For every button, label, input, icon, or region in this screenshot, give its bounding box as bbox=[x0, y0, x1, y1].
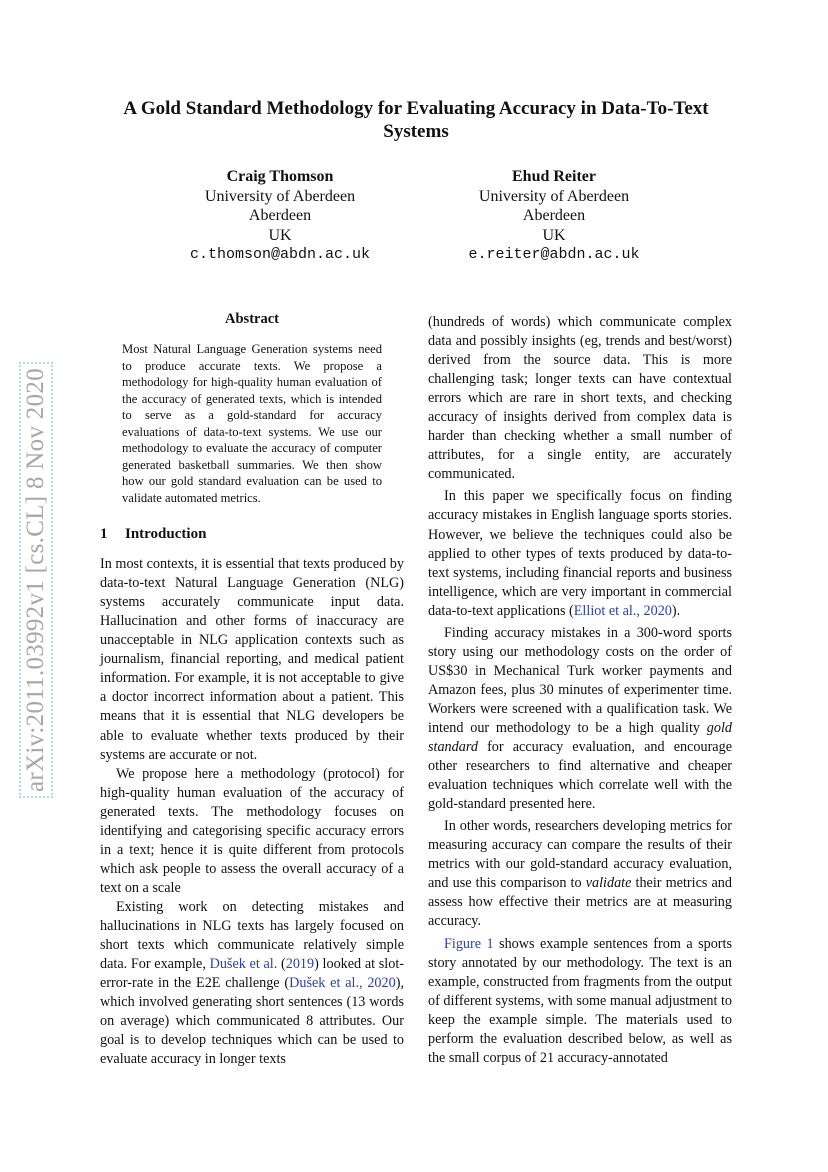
abstract-text: Most Natural Language Generation systems need to produce accurate texts. We propose a methodology for high-quality human evaluation of the accuracy of generated texts, which is intended to serve as a gold-standard for accuracy evaluations of data-to-text systems. We use our methodology to evaluate the accuracy of computer generated basketball summaries. We then show how our gold standard evaluation can be used to validate automated metrics. bbox=[122, 342, 382, 505]
section-number: 1 bbox=[100, 526, 108, 543]
abstract-heading: Abstract bbox=[225, 311, 279, 327]
author-email[interactable]: e.reiter@abdn.ac.uk bbox=[468, 246, 640, 263]
citation-link-dusek-2019-year[interactable]: 2019 bbox=[285, 956, 315, 973]
author-block-reiter bbox=[424, 167, 684, 265]
section-title: Introduction bbox=[125, 526, 207, 543]
text-run: In other words, researchers developing metrics for measuring accuracy can compare the results of their metrics with our gold-standard accuracy evaluation, and use this comparison to bbox=[428, 818, 732, 892]
text-run: Finding accuracy mistakes in a 300-word sports story using our methodology costs on the order of US$30 in Mechanical Turk worker payments and Amazon fees, plus 30 minutes of experimenter time. Workers were screened with a qualification task. We intend our methodology to be a high quality bbox=[428, 624, 732, 736]
text-run: ), which involved generating short sentences (13 words on average) which communicated 8 attributes. Our goal is to develop techniques which can be used to evaluate accuracy in longer texts bbox=[100, 975, 404, 1068]
author-email[interactable]: c.thomson@abdn.ac.uk bbox=[189, 246, 371, 263]
citation-link-elliot-2020[interactable]: Elliot et al., 2020 bbox=[573, 602, 672, 619]
author-affiliation: University of Aberdeen bbox=[478, 187, 630, 205]
author-country: UK bbox=[542, 226, 566, 244]
emphasis-validate: validate bbox=[585, 875, 632, 892]
right-column bbox=[428, 313, 732, 1068]
citation-link-dusek-2019-author[interactable]: Dušek et al. bbox=[209, 956, 278, 973]
author-affiliation: University of Aberdeen bbox=[204, 187, 356, 205]
text-run: their metrics and assess how effective their metrics are at measuring accuracy. bbox=[428, 875, 732, 930]
author-city: Aberdeen bbox=[522, 207, 586, 224]
intro-paragraph-4: (hundreds of words) which communicate complex data and possibly insights (eg, trends and best/worst) derived from the source data. This is more challenging task; longer texts can have contextual errors which are rare in short texts, and checking accuracy of insights derived from complex data is harder than checking whether a small number of attributes, for a single entity, are accurately communicated. bbox=[428, 314, 732, 483]
text-run: ). bbox=[671, 602, 681, 619]
text-run: for accuracy evaluation, and encourage other researchers to find alternative and cheaper evaluation techniques which correlate well with the gold-standard presented here. bbox=[428, 739, 732, 813]
author-country: UK bbox=[268, 226, 292, 244]
intro-paragraph-6 bbox=[428, 624, 732, 814]
paper-title: A Gold Standard Methodology for Evaluating Accuracy in Data-To-Text Systems bbox=[123, 98, 709, 142]
text-run: Existing work on detecting mistakes and hallucinations in NLG texts has largely focused on short texts which communicate relatively simple data. For example, bbox=[100, 898, 404, 973]
arxiv-stamp[interactable] bbox=[20, 340, 52, 820]
citation-link-dusek-2020[interactable]: Dušek et al., 2020 bbox=[289, 975, 396, 992]
section-heading-introduction bbox=[100, 525, 404, 544]
intro-paragraph-7 bbox=[428, 817, 732, 931]
text-run: shows example sentences from a sports story annotated by our methodology. The text is an example, constructed from fragments from the output of different systems, with some manual adjustment to keep the example simple. The materials used to perform the evaluation described below, as well as the small corpus of 21 accuracy-annotated bbox=[428, 935, 732, 1066]
figure-1-link[interactable]: Figure 1 bbox=[444, 935, 494, 952]
author-city: Aberdeen bbox=[248, 207, 312, 224]
intro-paragraph-2: We propose here a methodology (protocol) for high-quality human evaluation of the accuracy of generated texts. The methodology focuses on identifying and categorising specific accuracy errors in a text; hence it is quite different from protocols which ask people to assess the overall accuracy of a text on a scale bbox=[100, 765, 404, 896]
text-run: looked at slot-error-rate in the E2E challenge ( bbox=[100, 956, 405, 992]
arxiv-identifier[interactable]: arXiv:2011.03992v1 [cs.CL] 8 Nov 2020 bbox=[19, 362, 53, 798]
author-name: Ehud Reiter bbox=[512, 168, 596, 185]
intro-paragraph-1: In most contexts, it is essential that texts produced by data-to-text Natural Language Generation (NLG) systems accurately communicate input data. Hallucination and other forms of inaccuracy are unacceptable in NLG application contexts such as journalism, financial reporting, and medical patient information. For example, it is not acceptable to give a doctor incorrect information about a patient. This means that it is essential that NLG developers be able to evaluate whether texts produced by their systems are accurate or not. bbox=[100, 556, 404, 763]
author-name: Craig Thomson bbox=[226, 168, 334, 185]
intro-paragraph-5 bbox=[428, 487, 732, 620]
left-column bbox=[100, 310, 404, 1069]
intro-paragraph-8 bbox=[428, 935, 732, 1068]
text-run: In this paper we specifically focus on finding accuracy mistakes in English language sports stories. However, we believe the techniques could also be applied to other types of texts produced by data-to-text systems, including financial reports and business intelligence, which are very important in commercial data-to-text applications ( bbox=[428, 488, 732, 619]
emphasis-gold-standard: gold standard bbox=[428, 719, 732, 756]
intro-paragraph-3: Existing work on detecting mistakes and hallucinations in NLG texts has largely focused on short texts which communicate relatively simple data. For example, Dušek et al. (2019) looked at slot-error-rate in the E2E challenge (Dušek et al., 2020), which involved generating short sentences (13 words on average) which communicated 8 attributes. Our goal is to develop techniques which can be used to evaluate accuracy in longer texts bbox=[100, 898, 405, 1068]
author-block-thomson bbox=[150, 167, 410, 265]
